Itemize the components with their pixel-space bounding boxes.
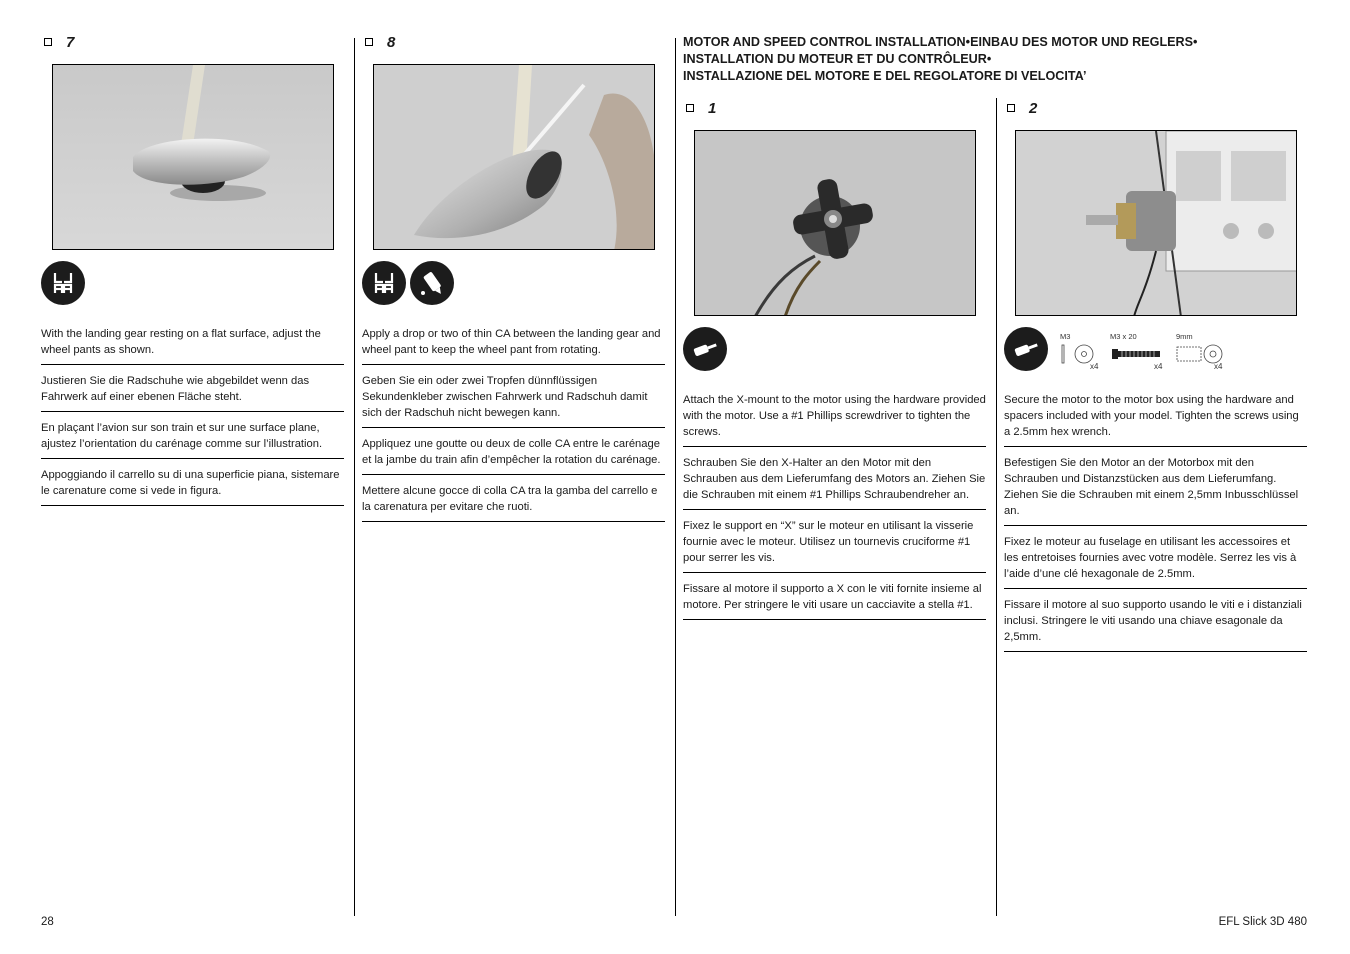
instructions [41, 324, 344, 506]
column-divider [354, 38, 355, 916]
ca-glue-photo [373, 64, 655, 250]
screwdriver-icon [683, 327, 727, 371]
instruction-it: Fissare il motore al suo supporto usando le viti e i distanziali inclusi. Stringere le viti usando una chiave esagonale da 2,5mm. [1004, 595, 1307, 652]
instruction-en: Secure the motor to the motor box using the hardware and spacers included with your model. Tighten the screws using a 2.5mm hex wrench. [1004, 390, 1307, 447]
checkbox-icon[interactable] [1007, 104, 1015, 112]
step-number: 8 [387, 33, 396, 51]
instruction-de: Schrauben Sie den X-Halter an den Motor mit den Schrauben aus dem Lieferumfang des Motors an. Ziehen Sie die Schrauben mit einem #1 Phillips Schraubendreher an. [683, 453, 986, 510]
hardware-qty: x4 [1154, 361, 1163, 371]
instruction-de: Justieren Sie die Radschuhe wie abgebildet wenn das Fahrwerk auf einer ebenen Fläche steht. [41, 371, 344, 412]
square-icon [362, 261, 406, 305]
hardware-qty: x4 [1214, 361, 1223, 371]
step-number: 2 [1029, 99, 1038, 117]
step-header [362, 30, 665, 54]
motor-step-1-column [683, 96, 986, 626]
hex-wrench-icon [1004, 327, 1048, 371]
instruction-en: Attach the X-mount to the motor using the hardware provided with the motor. Use a #1 Phillips screwdriver to tighten the screws. [683, 390, 986, 447]
instruction-fr: Appliquez une goutte ou deux de colle CA entre le carénage et la jambe du train afin d’empêcher la rotation du carénage. [362, 434, 665, 475]
step-header [1004, 96, 1307, 120]
section-heading [683, 34, 1313, 85]
instruction-de: Geben Sie ein oder zwei Tropfen dünnflüssigen Sekundenkleber zwischen Fahrwerk und Radschuh damit sich der Radschuh nicht bewegen kann. [362, 371, 665, 428]
hardware-list [1060, 331, 1224, 371]
step-8-column [362, 30, 665, 528]
instruction-fr: En plaçant l’avion sur son train et sur une surface plane, ajustez l’orientation du carénage comme sur l’illustration. [41, 418, 344, 459]
checkbox-icon[interactable] [44, 38, 52, 46]
hardware-screw: M3 x 20 x4 [1110, 331, 1163, 371]
checkbox-icon[interactable] [686, 104, 694, 112]
hardware-spacer: 9mm x4 [1176, 331, 1223, 371]
instruction-de: Befestigen Sie den Motor an der Motorbox mit den Schrauben und Distanzstücken aus dem Lieferumfang. Ziehen Sie die Schrauben mit einem 2,5mm Inbusschlüssel an. [1004, 453, 1307, 526]
tool-icons [362, 260, 665, 306]
square-icon [41, 261, 85, 305]
tool-icons [1004, 326, 1307, 372]
page-number: 28 [41, 916, 54, 928]
instruction-fr: Fixez le moteur au fuselage en utilisant les accessoires et les entretoises fournies avec votre modèle. Serrez les vis à l’aide d’une clé hexagonale de 2.5mm. [1004, 532, 1307, 589]
ca-glue-icon [410, 261, 454, 305]
wheel-pant-photo [52, 64, 334, 250]
step-number: 7 [66, 33, 75, 51]
hardware-qty: x4 [1090, 361, 1099, 371]
product-name: EFL Slick 3D 480 [1218, 916, 1307, 928]
instructions [362, 324, 665, 522]
instruction-fr: Fixez le support en “X” sur le moteur en utilisant la visserie fournie avec le moteur. Utilisez un tournevis cruciforme #1 pour serrer les vis. [683, 516, 986, 573]
x-mount-motor-photo [694, 130, 976, 316]
motor-box-photo [1015, 130, 1297, 316]
step-number: 1 [708, 99, 717, 117]
step-header [683, 96, 986, 120]
heading-line: INSTALLAZIONE DEL MOTORE E DEL REGOLATORE DI VELOCITA’ [683, 69, 1087, 83]
heading-line: INSTALLATION DU MOTEUR ET DU CONTRÔLEUR• [683, 52, 992, 66]
instruction-it: Appoggiando il carrello su di una superficie piana, sistemare le carenature come si vede in figura. [41, 465, 344, 506]
column-divider [675, 38, 676, 916]
instructions [1004, 390, 1307, 652]
hardware-washer: M3 x4 [1060, 331, 1099, 371]
motor-step-2-column [1004, 96, 1307, 658]
step-header [41, 30, 344, 54]
instructions [683, 390, 986, 620]
instruction-it: Mettere alcune gocce di colla CA tra la gamba del carrello e la carenatura per evitare che ruoti. [362, 481, 665, 522]
column-divider [996, 98, 997, 916]
instruction-en: Apply a drop or two of thin CA between the landing gear and wheel pant to keep the wheel pant from rotating. [362, 324, 665, 365]
tool-icons [683, 326, 986, 372]
tool-icons [41, 260, 344, 306]
heading-line: MOTOR AND SPEED CONTROL INSTALLATION•EINBAU DES MOTOR UND REGLERS• [683, 35, 1198, 49]
checkbox-icon[interactable] [365, 38, 373, 46]
instruction-it: Fissare al motore il supporto a X con le viti fornite insieme al motore. Per stringere le viti usare un cacciavite a stella #1. [683, 579, 986, 620]
instruction-en: With the landing gear resting on a flat surface, adjust the wheel pants as shown. [41, 324, 344, 365]
step-7-column [41, 30, 344, 512]
